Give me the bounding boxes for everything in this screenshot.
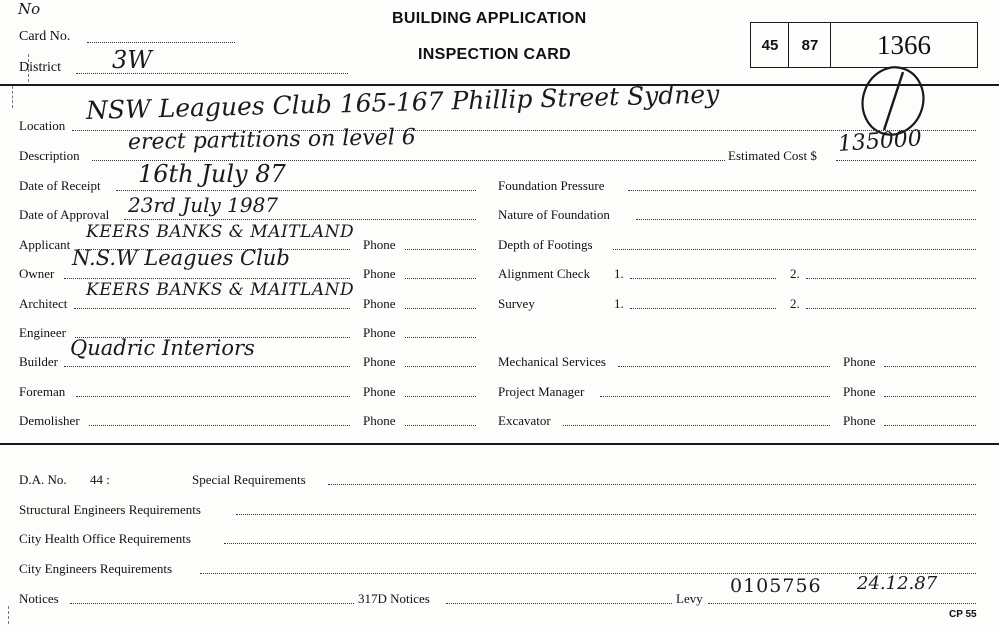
location-value: NSW Leagues Club 165-167 Phillip Street Sydney [85, 79, 720, 125]
description-value: erect partitions on level 6 [127, 124, 417, 155]
foreman-label: Foreman [19, 384, 66, 399]
survey-num-2: 2. [790, 296, 800, 311]
builder-value: Quadric Interiors [70, 336, 255, 360]
mechanical-services-phone-label: Phone [843, 354, 876, 369]
applicant-value: KEERS BANKS & MAITLAND [86, 222, 355, 242]
demolisher-phone-label: Phone [363, 413, 396, 428]
levy-date: 24.12.87 [857, 573, 938, 594]
excavator-label: Excavator [498, 413, 551, 428]
engineer-label: Engineer [19, 325, 66, 340]
foundation-pressure-label: Foundation Pressure [498, 178, 605, 193]
da-no-value: 44 : [90, 472, 110, 487]
date-of-approval-label: Date of Approval [19, 207, 110, 222]
owner-label: Owner [19, 266, 55, 281]
applicant-phone-label: Phone [363, 237, 396, 252]
notices-317d-label: 317D Notices [358, 591, 430, 606]
notices-label: Notices [19, 591, 59, 606]
owner-phone-label: Phone [363, 266, 396, 281]
levy-label: Levy [676, 591, 703, 606]
alignment-check-label: Alignment Check [498, 266, 591, 281]
district-value: 3W [112, 46, 152, 74]
owner-value: N.S.W Leagues Club [72, 246, 290, 270]
form-code: CP 55 [949, 609, 977, 620]
architect-phone-label: Phone [363, 296, 396, 311]
card-no-mark: No [18, 0, 41, 18]
alignment-num-1: 1. [614, 266, 624, 281]
card-number: 1366 [877, 29, 931, 60]
estimated-cost-label: Estimated Cost $ [728, 148, 817, 163]
builder-phone-label: Phone [363, 354, 396, 369]
engineer-phone-label: Phone [363, 325, 396, 340]
date-of-receipt-label: Date of Receipt [19, 178, 101, 193]
date-of-receipt-value: 16th July 87 [138, 160, 286, 188]
description-label: Description [19, 148, 80, 163]
district-label: District [19, 60, 61, 75]
foreman-phone-label: Phone [363, 384, 396, 399]
depth-of-footings-label: Depth of Footings [498, 237, 593, 252]
alignment-num-2: 2. [790, 266, 800, 281]
builder-label: Builder [19, 354, 58, 369]
mechanical-services-label: Mechanical Services [498, 354, 606, 369]
demolisher-label: Demolisher [19, 413, 80, 428]
da-no-label: D.A. No. [19, 472, 67, 487]
survey-label: Survey [498, 296, 535, 311]
applicant-label: Applicant [19, 237, 71, 252]
date-of-approval-value: 23rd July 1987 [128, 193, 279, 217]
project-manager-label: Project Manager [498, 384, 585, 399]
estimated-cost-value: 135000 [837, 126, 923, 157]
project-manager-phone-label: Phone [843, 384, 876, 399]
title-line-1: BUILDING APPLICATION [392, 10, 587, 27]
survey-num-1: 1. [614, 296, 624, 311]
special-requirements-label: Special Requirements [192, 472, 306, 487]
structural-engineers-label: Structural Engineers Requirements [19, 502, 201, 517]
city-health-label: City Health Office Requirements [19, 531, 191, 546]
nature-of-foundation-label: Nature of Foundation [498, 207, 610, 222]
details-rule [0, 443, 999, 445]
architect-value: KEERS BANKS & MAITLAND [86, 280, 355, 300]
architect-label: Architect [19, 296, 68, 311]
levy-value: 0105756 [730, 575, 822, 597]
title-line-2: INSPECTION CARD [418, 46, 571, 63]
box-a: 45 [761, 36, 779, 54]
location-label: Location [19, 118, 66, 133]
city-engineers-label: City Engineers Requirements [19, 561, 173, 576]
card-no-label: Card No. [19, 29, 71, 44]
box-b: 87 [801, 36, 819, 54]
excavator-phone-label: Phone [843, 413, 876, 428]
